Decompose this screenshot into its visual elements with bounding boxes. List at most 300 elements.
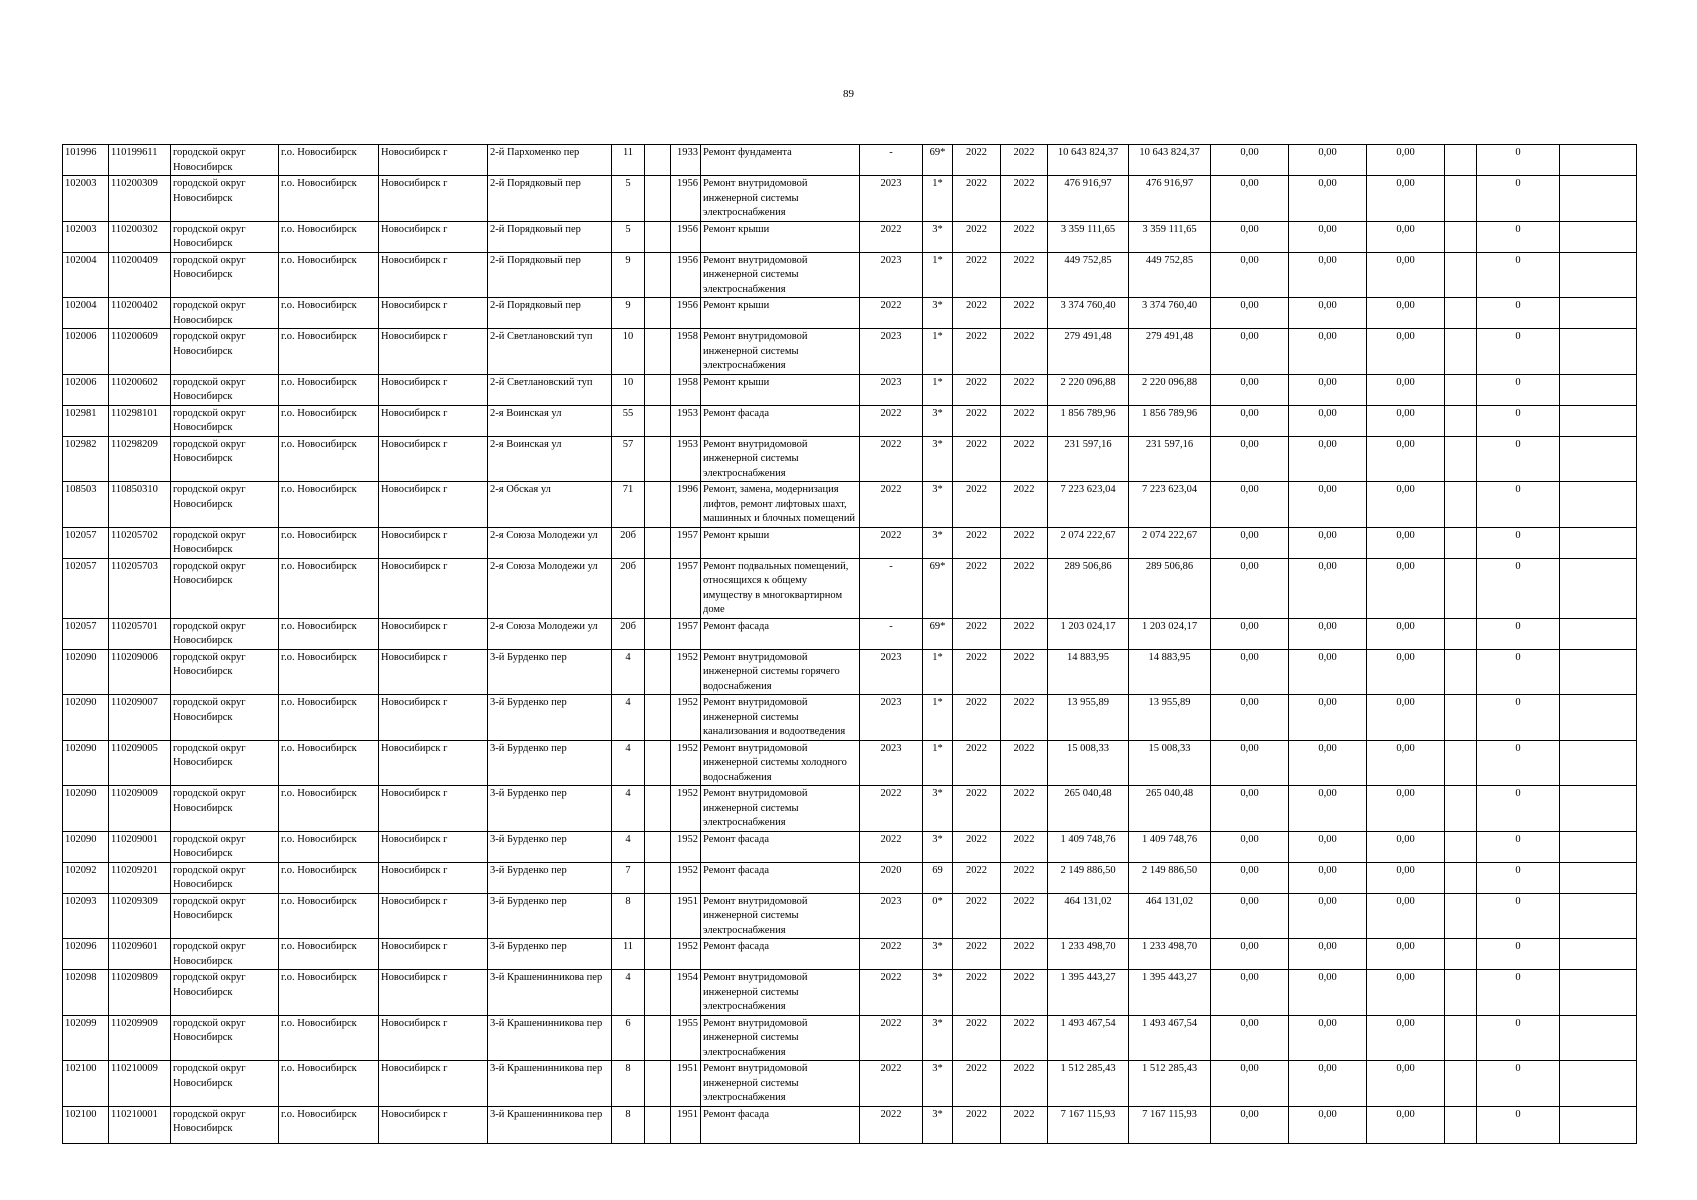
cell-building bbox=[645, 893, 671, 939]
cell-value-1: 0,00 bbox=[1211, 176, 1289, 222]
cell-value-3: 0,00 bbox=[1367, 436, 1445, 482]
cell-house-id: 102057 bbox=[63, 618, 109, 649]
cell-city: Новосибирск г bbox=[379, 695, 488, 741]
cell-street: 3-й Бурденко пер bbox=[488, 893, 612, 939]
cell-blank bbox=[1445, 1061, 1477, 1107]
cell-building bbox=[645, 695, 671, 741]
cell-work-code: 110205703 bbox=[109, 558, 171, 618]
cell-last-repair-year: 2022 bbox=[860, 405, 923, 436]
cell-work-type: Ремонт внутридомовой инженерной системы электроснабжения bbox=[701, 176, 860, 222]
cell-period-to: 2022 bbox=[1001, 482, 1048, 528]
cell-work-type: Ремонт фасада bbox=[701, 939, 860, 970]
cell-wear: 1* bbox=[923, 374, 953, 405]
cell-district: городской округ Новосибирск bbox=[171, 649, 279, 695]
cell-house-number: 11 bbox=[612, 939, 645, 970]
cell-blank bbox=[1445, 252, 1477, 298]
cell-street: 3-й Крашенинникова пер bbox=[488, 1015, 612, 1061]
cell-value-3: 0,00 bbox=[1367, 740, 1445, 786]
cell-tail bbox=[1560, 831, 1637, 862]
cell-value-1: 0,00 bbox=[1211, 329, 1289, 375]
cell-house-number: 20б bbox=[612, 618, 645, 649]
cell-zero: 0 bbox=[1477, 145, 1560, 176]
cell-municipality: г.о. Новосибирск bbox=[279, 145, 379, 176]
cell-street: 2-й Порядковый пер bbox=[488, 298, 612, 329]
cell-house-id: 102003 bbox=[63, 221, 109, 252]
cell-build-year: 1951 bbox=[671, 1106, 701, 1143]
cell-build-year: 1956 bbox=[671, 252, 701, 298]
cell-period-from: 2022 bbox=[953, 649, 1001, 695]
cell-work-type: Ремонт фасада bbox=[701, 862, 860, 893]
cell-city: Новосибирск г bbox=[379, 740, 488, 786]
cell-period-from: 2022 bbox=[953, 618, 1001, 649]
cell-cost-fund: 1 203 024,17 bbox=[1129, 618, 1211, 649]
cell-blank bbox=[1445, 329, 1477, 375]
cell-building bbox=[645, 618, 671, 649]
cell-work-type: Ремонт внутридомовой инженерной системы электроснабжения bbox=[701, 1061, 860, 1107]
cell-house-id: 102003 bbox=[63, 176, 109, 222]
cell-city: Новосибирск г bbox=[379, 252, 488, 298]
cell-build-year: 1956 bbox=[671, 176, 701, 222]
cell-municipality: г.о. Новосибирск bbox=[279, 482, 379, 528]
cell-period-to: 2022 bbox=[1001, 786, 1048, 832]
cell-blank bbox=[1445, 695, 1477, 741]
cell-municipality: г.о. Новосибирск bbox=[279, 405, 379, 436]
cell-work-type: Ремонт внутридомовой инженерной системы электроснабжения bbox=[701, 893, 860, 939]
cell-district: городской округ Новосибирск bbox=[171, 740, 279, 786]
cell-blank bbox=[1445, 893, 1477, 939]
cell-value-2: 0,00 bbox=[1289, 558, 1367, 618]
cell-tail bbox=[1560, 939, 1637, 970]
cell-period-to: 2022 bbox=[1001, 695, 1048, 741]
cell-build-year: 1952 bbox=[671, 831, 701, 862]
cell-period-from: 2022 bbox=[953, 786, 1001, 832]
cell-value-3: 0,00 bbox=[1367, 786, 1445, 832]
cell-house-id: 102057 bbox=[63, 558, 109, 618]
cell-cost-total: 1 856 789,96 bbox=[1048, 405, 1129, 436]
cell-zero: 0 bbox=[1477, 893, 1560, 939]
cell-cost-fund: 1 856 789,96 bbox=[1129, 405, 1211, 436]
cell-building bbox=[645, 405, 671, 436]
cell-value-3: 0,00 bbox=[1367, 374, 1445, 405]
cell-district: городской округ Новосибирск bbox=[171, 145, 279, 176]
cell-cost-total: 2 220 096,88 bbox=[1048, 374, 1129, 405]
cell-work-code: 110200609 bbox=[109, 329, 171, 375]
cell-tail bbox=[1560, 1061, 1637, 1107]
cell-value-2: 0,00 bbox=[1289, 695, 1367, 741]
cell-municipality: г.о. Новосибирск bbox=[279, 1061, 379, 1107]
cell-period-to: 2022 bbox=[1001, 176, 1048, 222]
cell-value-3: 0,00 bbox=[1367, 939, 1445, 970]
cell-zero: 0 bbox=[1477, 221, 1560, 252]
cell-street: 2-й Светлановский туп bbox=[488, 374, 612, 405]
cell-building bbox=[645, 831, 671, 862]
cell-building bbox=[645, 527, 671, 558]
cell-wear: 3* bbox=[923, 298, 953, 329]
cell-value-3: 0,00 bbox=[1367, 618, 1445, 649]
cell-street: 2-я Союза Молодежи ул bbox=[488, 618, 612, 649]
cell-value-3: 0,00 bbox=[1367, 1106, 1445, 1143]
cell-zero: 0 bbox=[1477, 1061, 1560, 1107]
cell-city: Новосибирск г bbox=[379, 482, 488, 528]
cell-municipality: г.о. Новосибирск bbox=[279, 618, 379, 649]
cell-work-type: Ремонт фундамента bbox=[701, 145, 860, 176]
table-row bbox=[63, 862, 1637, 893]
cell-city: Новосибирск г bbox=[379, 862, 488, 893]
cell-work-code: 110199611 bbox=[109, 145, 171, 176]
cell-value-2: 0,00 bbox=[1289, 649, 1367, 695]
cell-city: Новосибирск г bbox=[379, 527, 488, 558]
cell-house-id: 102004 bbox=[63, 252, 109, 298]
cell-work-code: 110205701 bbox=[109, 618, 171, 649]
table-row bbox=[63, 970, 1637, 1016]
cell-period-from: 2022 bbox=[953, 482, 1001, 528]
cell-last-repair-year: 2022 bbox=[860, 482, 923, 528]
cell-house-number: 6 bbox=[612, 1015, 645, 1061]
cell-work-type: Ремонт внутридомовой инженерной системы электроснабжения bbox=[701, 1015, 860, 1061]
cell-zero: 0 bbox=[1477, 862, 1560, 893]
cell-blank bbox=[1445, 649, 1477, 695]
cell-street: 3-й Бурденко пер bbox=[488, 740, 612, 786]
cell-tail bbox=[1560, 221, 1637, 252]
cell-build-year: 1951 bbox=[671, 893, 701, 939]
cell-work-type: Ремонт внутридомовой инженерной системы электроснабжения bbox=[701, 436, 860, 482]
cell-blank bbox=[1445, 374, 1477, 405]
table-row bbox=[63, 221, 1637, 252]
cell-blank bbox=[1445, 482, 1477, 528]
cell-value-2: 0,00 bbox=[1289, 298, 1367, 329]
cell-house-id: 102100 bbox=[63, 1106, 109, 1143]
cell-period-from: 2022 bbox=[953, 176, 1001, 222]
cell-build-year: 1953 bbox=[671, 405, 701, 436]
cell-building bbox=[645, 145, 671, 176]
cell-house-number: 7 bbox=[612, 862, 645, 893]
cell-house-number: 20б bbox=[612, 558, 645, 618]
cell-building bbox=[645, 176, 671, 222]
cell-building bbox=[645, 970, 671, 1016]
cell-last-repair-year: 2022 bbox=[860, 527, 923, 558]
cell-blank bbox=[1445, 145, 1477, 176]
cell-work-type: Ремонт крыши bbox=[701, 374, 860, 405]
cell-tail bbox=[1560, 740, 1637, 786]
cell-tail bbox=[1560, 374, 1637, 405]
cell-period-from: 2022 bbox=[953, 740, 1001, 786]
cell-period-to: 2022 bbox=[1001, 374, 1048, 405]
cell-wear: 1* bbox=[923, 695, 953, 741]
cell-building bbox=[645, 482, 671, 528]
cell-cost-fund: 2 149 886,50 bbox=[1129, 862, 1211, 893]
cell-building bbox=[645, 374, 671, 405]
cell-work-type: Ремонт внутридомовой инженерной системы электроснабжения bbox=[701, 329, 860, 375]
cell-cost-total: 3 359 111,65 bbox=[1048, 221, 1129, 252]
cell-value-3: 0,00 bbox=[1367, 970, 1445, 1016]
cell-value-1: 0,00 bbox=[1211, 1015, 1289, 1061]
cell-period-to: 2022 bbox=[1001, 1015, 1048, 1061]
cell-zero: 0 bbox=[1477, 527, 1560, 558]
cell-house-id: 102090 bbox=[63, 740, 109, 786]
cell-tail bbox=[1560, 527, 1637, 558]
cell-blank bbox=[1445, 221, 1477, 252]
cell-period-from: 2022 bbox=[953, 329, 1001, 375]
cell-cost-total: 1 233 498,70 bbox=[1048, 939, 1129, 970]
cell-street: 2-й Светлановский туп bbox=[488, 329, 612, 375]
cell-municipality: г.о. Новосибирск bbox=[279, 862, 379, 893]
cell-value-2: 0,00 bbox=[1289, 252, 1367, 298]
cell-municipality: г.о. Новосибирск bbox=[279, 374, 379, 405]
cell-value-1: 0,00 bbox=[1211, 221, 1289, 252]
cell-cost-fund: 265 040,48 bbox=[1129, 786, 1211, 832]
cell-zero: 0 bbox=[1477, 405, 1560, 436]
cell-value-1: 0,00 bbox=[1211, 831, 1289, 862]
cell-period-to: 2022 bbox=[1001, 831, 1048, 862]
cell-street: 3-й Бурденко пер bbox=[488, 831, 612, 862]
cell-tail bbox=[1560, 252, 1637, 298]
cell-blank bbox=[1445, 970, 1477, 1016]
cell-value-1: 0,00 bbox=[1211, 558, 1289, 618]
cell-cost-fund: 13 955,89 bbox=[1129, 695, 1211, 741]
cell-build-year: 1953 bbox=[671, 436, 701, 482]
cell-house-number: 4 bbox=[612, 786, 645, 832]
cell-building bbox=[645, 1061, 671, 1107]
cell-wear: 0* bbox=[923, 893, 953, 939]
cell-value-1: 0,00 bbox=[1211, 893, 1289, 939]
cell-value-1: 0,00 bbox=[1211, 862, 1289, 893]
cell-work-code: 110200602 bbox=[109, 374, 171, 405]
cell-cost-total: 1 395 443,27 bbox=[1048, 970, 1129, 1016]
cell-district: городской округ Новосибирск bbox=[171, 1061, 279, 1107]
cell-cost-total: 1 203 024,17 bbox=[1048, 618, 1129, 649]
cell-period-to: 2022 bbox=[1001, 618, 1048, 649]
cell-build-year: 1952 bbox=[671, 695, 701, 741]
cell-tail bbox=[1560, 329, 1637, 375]
table-row bbox=[63, 939, 1637, 970]
cell-work-code: 110200302 bbox=[109, 221, 171, 252]
cell-cost-total: 476 916,97 bbox=[1048, 176, 1129, 222]
cell-build-year: 1957 bbox=[671, 558, 701, 618]
cell-wear: 3* bbox=[923, 1061, 953, 1107]
cell-house-id: 102090 bbox=[63, 786, 109, 832]
cell-value-1: 0,00 bbox=[1211, 1061, 1289, 1107]
cell-house-id: 102093 bbox=[63, 893, 109, 939]
cell-blank bbox=[1445, 527, 1477, 558]
cell-tail bbox=[1560, 176, 1637, 222]
cell-street: 2-я Обская ул bbox=[488, 482, 612, 528]
cell-blank bbox=[1445, 558, 1477, 618]
cell-period-to: 2022 bbox=[1001, 740, 1048, 786]
cell-wear: 1* bbox=[923, 176, 953, 222]
cell-city: Новосибирск г bbox=[379, 405, 488, 436]
cell-house-number: 9 bbox=[612, 298, 645, 329]
cell-house-number: 10 bbox=[612, 374, 645, 405]
cell-cost-total: 14 883,95 bbox=[1048, 649, 1129, 695]
cell-work-type: Ремонт крыши bbox=[701, 527, 860, 558]
table-row bbox=[63, 649, 1637, 695]
cell-blank bbox=[1445, 939, 1477, 970]
cell-tail bbox=[1560, 1106, 1637, 1143]
cell-district: городской округ Новосибирск bbox=[171, 1015, 279, 1061]
cell-cost-total: 289 506,86 bbox=[1048, 558, 1129, 618]
cell-house-number: 11 bbox=[612, 145, 645, 176]
cell-city: Новосибирск г bbox=[379, 893, 488, 939]
cell-last-repair-year: 2023 bbox=[860, 893, 923, 939]
cell-value-2: 0,00 bbox=[1289, 740, 1367, 786]
cell-zero: 0 bbox=[1477, 939, 1560, 970]
cell-tail bbox=[1560, 618, 1637, 649]
cell-cost-total: 15 008,33 bbox=[1048, 740, 1129, 786]
cell-value-1: 0,00 bbox=[1211, 649, 1289, 695]
cell-wear: 3* bbox=[923, 1015, 953, 1061]
cell-value-3: 0,00 bbox=[1367, 695, 1445, 741]
cell-value-3: 0,00 bbox=[1367, 558, 1445, 618]
cell-build-year: 1957 bbox=[671, 527, 701, 558]
cell-municipality: г.о. Новосибирск bbox=[279, 221, 379, 252]
cell-work-type: Ремонт внутридомовой инженерной системы электроснабжения bbox=[701, 252, 860, 298]
cell-house-number: 4 bbox=[612, 649, 645, 695]
cell-period-to: 2022 bbox=[1001, 558, 1048, 618]
cell-build-year: 1956 bbox=[671, 221, 701, 252]
table-row bbox=[63, 252, 1637, 298]
cell-last-repair-year: 2023 bbox=[860, 176, 923, 222]
cell-district: городской округ Новосибирск bbox=[171, 862, 279, 893]
cell-work-code: 110200402 bbox=[109, 298, 171, 329]
cell-building bbox=[645, 329, 671, 375]
table-row bbox=[63, 329, 1637, 375]
cell-zero: 0 bbox=[1477, 252, 1560, 298]
cell-building bbox=[645, 740, 671, 786]
cell-value-3: 0,00 bbox=[1367, 405, 1445, 436]
cell-value-3: 0,00 bbox=[1367, 527, 1445, 558]
cell-value-1: 0,00 bbox=[1211, 436, 1289, 482]
cell-cost-fund: 1 493 467,54 bbox=[1129, 1015, 1211, 1061]
cell-wear: 3* bbox=[923, 405, 953, 436]
cell-house-number: 9 bbox=[612, 252, 645, 298]
cell-period-to: 2022 bbox=[1001, 862, 1048, 893]
cell-house-number: 71 bbox=[612, 482, 645, 528]
cell-value-1: 0,00 bbox=[1211, 145, 1289, 176]
cell-build-year: 1951 bbox=[671, 1061, 701, 1107]
cell-zero: 0 bbox=[1477, 1015, 1560, 1061]
cell-last-repair-year: 2023 bbox=[860, 649, 923, 695]
cell-blank bbox=[1445, 618, 1477, 649]
cell-build-year: 1952 bbox=[671, 740, 701, 786]
cell-value-2: 0,00 bbox=[1289, 1015, 1367, 1061]
cell-house-number: 8 bbox=[612, 1061, 645, 1107]
cell-last-repair-year: 2022 bbox=[860, 786, 923, 832]
cell-wear: 69 bbox=[923, 862, 953, 893]
cell-cost-fund: 2 074 222,67 bbox=[1129, 527, 1211, 558]
cell-tail bbox=[1560, 970, 1637, 1016]
cell-period-from: 2022 bbox=[953, 893, 1001, 939]
cell-cost-fund: 449 752,85 bbox=[1129, 252, 1211, 298]
cell-period-to: 2022 bbox=[1001, 1106, 1048, 1143]
cell-wear: 1* bbox=[923, 649, 953, 695]
cell-period-to: 2022 bbox=[1001, 145, 1048, 176]
table-row bbox=[63, 695, 1637, 741]
cell-municipality: г.о. Новосибирск bbox=[279, 436, 379, 482]
cell-wear: 69* bbox=[923, 618, 953, 649]
cell-wear: 3* bbox=[923, 970, 953, 1016]
cell-build-year: 1957 bbox=[671, 618, 701, 649]
table-row bbox=[63, 436, 1637, 482]
cell-zero: 0 bbox=[1477, 831, 1560, 862]
cell-period-from: 2022 bbox=[953, 939, 1001, 970]
cell-work-code: 110850310 bbox=[109, 482, 171, 528]
cell-period-from: 2022 bbox=[953, 862, 1001, 893]
cell-value-2: 0,00 bbox=[1289, 329, 1367, 375]
cell-cost-total: 1 409 748,76 bbox=[1048, 831, 1129, 862]
cell-last-repair-year: 2022 bbox=[860, 939, 923, 970]
cell-cost-fund: 231 597,16 bbox=[1129, 436, 1211, 482]
cell-street: 2-й Порядковый пер bbox=[488, 176, 612, 222]
cell-last-repair-year: 2022 bbox=[860, 1061, 923, 1107]
table-row bbox=[63, 482, 1637, 528]
cell-wear: 3* bbox=[923, 221, 953, 252]
cell-cost-fund: 15 008,33 bbox=[1129, 740, 1211, 786]
cell-house-number: 4 bbox=[612, 970, 645, 1016]
cell-municipality: г.о. Новосибирск bbox=[279, 970, 379, 1016]
cell-last-repair-year: 2020 bbox=[860, 862, 923, 893]
cell-building bbox=[645, 298, 671, 329]
cell-period-from: 2022 bbox=[953, 695, 1001, 741]
cell-wear: 1* bbox=[923, 252, 953, 298]
cell-cost-fund: 464 131,02 bbox=[1129, 893, 1211, 939]
cell-district: городской округ Новосибирск bbox=[171, 298, 279, 329]
cell-last-repair-year: - bbox=[860, 618, 923, 649]
cell-work-type: Ремонт, замена, модернизация лифтов, ремонт лифтовых шахт, машинных и блочных помещений bbox=[701, 482, 860, 528]
cell-district: городской округ Новосибирск bbox=[171, 695, 279, 741]
cell-blank bbox=[1445, 862, 1477, 893]
cell-build-year: 1952 bbox=[671, 939, 701, 970]
cell-zero: 0 bbox=[1477, 482, 1560, 528]
cell-house-id: 102099 bbox=[63, 1015, 109, 1061]
cell-build-year: 1952 bbox=[671, 649, 701, 695]
cell-period-to: 2022 bbox=[1001, 1061, 1048, 1107]
cell-value-2: 0,00 bbox=[1289, 862, 1367, 893]
cell-value-3: 0,00 bbox=[1367, 831, 1445, 862]
cell-value-1: 0,00 bbox=[1211, 970, 1289, 1016]
cell-value-2: 0,00 bbox=[1289, 893, 1367, 939]
table-row bbox=[63, 1015, 1637, 1061]
cell-cost-total: 449 752,85 bbox=[1048, 252, 1129, 298]
cell-street: 2-й Пархоменко пер bbox=[488, 145, 612, 176]
cell-period-from: 2022 bbox=[953, 374, 1001, 405]
cell-wear: 3* bbox=[923, 482, 953, 528]
cell-tail bbox=[1560, 1015, 1637, 1061]
table-row bbox=[63, 618, 1637, 649]
cell-value-1: 0,00 bbox=[1211, 618, 1289, 649]
cell-house-number: 5 bbox=[612, 221, 645, 252]
cell-municipality: г.о. Новосибирск bbox=[279, 252, 379, 298]
cell-cost-total: 2 074 222,67 bbox=[1048, 527, 1129, 558]
cell-city: Новосибирск г bbox=[379, 145, 488, 176]
table-row bbox=[63, 145, 1637, 176]
cell-house-number: 4 bbox=[612, 740, 645, 786]
cell-house-id: 102981 bbox=[63, 405, 109, 436]
cell-work-code: 110210001 bbox=[109, 1106, 171, 1143]
cell-cost-fund: 1 409 748,76 bbox=[1129, 831, 1211, 862]
cell-build-year: 1954 bbox=[671, 970, 701, 1016]
cell-last-repair-year: 2022 bbox=[860, 1106, 923, 1143]
cell-house-id: 102006 bbox=[63, 374, 109, 405]
cell-wear: 69* bbox=[923, 558, 953, 618]
cell-wear: 3* bbox=[923, 786, 953, 832]
cell-cost-fund: 1 233 498,70 bbox=[1129, 939, 1211, 970]
cell-value-3: 0,00 bbox=[1367, 145, 1445, 176]
cell-value-1: 0,00 bbox=[1211, 695, 1289, 741]
cell-value-3: 0,00 bbox=[1367, 1015, 1445, 1061]
cell-period-from: 2022 bbox=[953, 405, 1001, 436]
cell-city: Новосибирск г bbox=[379, 831, 488, 862]
cell-cost-total: 279 491,48 bbox=[1048, 329, 1129, 375]
